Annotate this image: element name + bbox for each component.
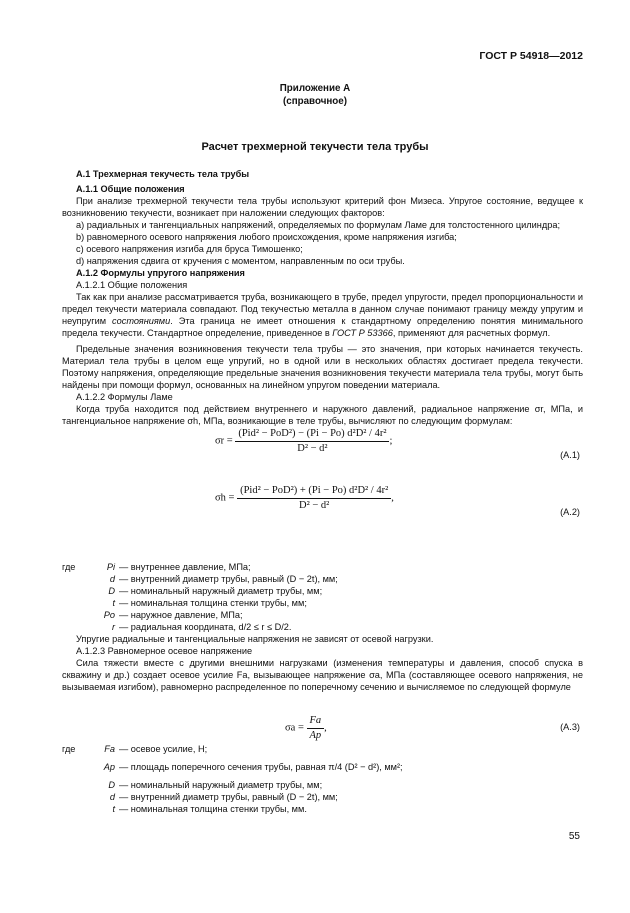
section-a11-heading: А.1.1 Общие положения: [76, 184, 185, 194]
section-a1-heading: А.1 Трехмерная текучесть тела трубы: [76, 169, 250, 179]
definitions-list-1: [62, 561, 583, 633]
definition-row: Po — наружное давление, МПа;: [103, 610, 243, 620]
eq3-number: (А.3): [560, 722, 580, 732]
eq1-lhs: σr =: [215, 435, 233, 447]
definition-row: где Pi — внутреннее давление, МПа;: [62, 562, 251, 572]
eq1-numerator: (Pid² − PoD²) − (Pi − Po) d²D² / 4r²: [235, 428, 389, 442]
definition-row: d — внутренний диаметр трубы, равный (D − 2t), мм;: [109, 574, 338, 584]
eq3-numerator: Fa: [307, 715, 325, 729]
standard-header: ГОСТ Р 54918—2012: [479, 50, 583, 62]
section-a122-heading: А.1.2.2 Формулы Ламе: [76, 392, 173, 402]
paragraph-5: Упругие радиальные и тангенциальные напряжения не зависят от осевой нагрузки.: [76, 634, 434, 644]
page-number: 55: [568, 831, 580, 842]
paragraph-2: [62, 291, 583, 339]
paragraph-1: При анализе трехмерной текучести тела трубы используют критерий фон Мизеса. Упругое состояние, ведущее к возникновению текучести, возникает при наложении следующих факторов:: [62, 196, 583, 218]
eq2-denominator: D² − d²: [299, 500, 330, 511]
section-a123-block: [62, 633, 583, 693]
paragraph-3: Предельные значения возникновения текучести тела трубы — это значения, при которых начинается текучесть. Материал тела трубы в целом еще упругий, но в одной или в нескольких областях достигает предела текучести. Поэтому напряжения, определяющие предельные значения возникновения текучести материала тела трубы, могут быть найдены при помощи формул, основанных на линейном упругом поведении материала.: [62, 344, 583, 390]
list-item-c: c) осевого напряжения изгиба для бруса Тимошенко;: [76, 244, 303, 254]
list-item-d: d) напряжения сдвига от кручения с моментом, направленным по оси трубы.: [76, 256, 405, 266]
paragraph-2-b: . Эта граница не имеет отношения к стандартному определению понятия минимального предела текучести. Стандартное определение, приведенное в: [62, 316, 583, 338]
eq1-denominator: D² − d²: [297, 443, 328, 454]
standard-reference-link: ГОСТ Р 53366: [332, 328, 393, 338]
definition-row: D — номинальный наружный диаметр трубы, мм;: [108, 780, 323, 790]
eq3-fraction: [307, 715, 325, 742]
eq1-tail: ;: [389, 435, 393, 447]
definitions-list-2: [62, 743, 583, 815]
equation-a3: [285, 715, 327, 742]
appendix-heading: [0, 82, 630, 108]
definition-row: r — радиальная координата, d/2 ≤ r ≤ D/2.: [111, 622, 292, 632]
eq2-number: (А.2): [560, 507, 580, 517]
list-item-a: a) радиальных и тангенциальных напряжений, определяемых по формулам Ламе для толстостенного цилиндра;: [76, 220, 560, 230]
appendix-label: Приложение А: [279, 83, 351, 94]
section-a121-heading: А.1.2.1 Общие положения: [76, 280, 188, 290]
definition-row: где Fa — осевое усилие, Н;: [62, 744, 208, 754]
eq1-fraction: [235, 428, 389, 455]
definition-row: Ap — площадь поперечного сечения трубы, равная π/4 (D² − d²), мм²;: [103, 762, 403, 772]
equation-a1: [215, 428, 455, 455]
paragraph-2-emphasis: состояниями: [112, 316, 171, 326]
eq3-denominator: Ap: [309, 730, 322, 741]
appendix-type: (справочное): [283, 96, 347, 107]
paragraph-6: Сила тяжести вместе с другими внешними нагрузками (изменения температуры и давления, способ спуска в скважину и др.) создает осевое усилие Fa, вызывающее напряжение σa, МПа (составляющее осевого напряжения, не вызываемая изгибом), равномерно распределенное по поперечному сечению и вычисляемое по следующей формуле: [62, 658, 583, 692]
paragraph-2-a: Так как при анализе рассматривается труба, возникающего в трубе, предел упругости, предел пропорциональности и предел текучести материала совпадают. Под текучестью металла в данном случае понимают границу между упругим и неупругим: [62, 292, 583, 326]
eq2-lhs: σh =: [215, 492, 235, 504]
eq3-tail: ,: [324, 722, 327, 734]
paragraph-4: Когда труба находится под действием внутреннего и наружного давлений, радиальное напряжение σr, МПа, и тангенциальное напряжение σh, МПа, возникающие в теле трубы, вычисляют по следующим формулам:: [62, 404, 583, 426]
eq2-tail: ,: [391, 492, 394, 504]
eq3-lhs: σa =: [285, 722, 304, 734]
definition-row: d — внутренний диаметр трубы, равный (D − 2t), мм;: [109, 792, 338, 802]
section-a123-heading: А.1.2.3 Равномерное осевое напряжение: [76, 646, 253, 656]
section-a1-block: [62, 168, 583, 427]
equation-a2: [215, 485, 455, 512]
list-item-b: b) равномерного осевого напряжения любого происхождения, кроме напряжения изгиба;: [76, 232, 457, 242]
eq2-fraction: [237, 485, 391, 512]
definition-row: D — номинальный наружный диаметр трубы, мм;: [108, 586, 323, 596]
section-a12-heading: А.1.2 Формулы упругого напряжения: [76, 268, 245, 278]
definition-row: t — номинальная толщина стенки трубы, мм.: [112, 804, 307, 814]
eq1-number: (А.1): [560, 450, 580, 460]
definition-row: t — номинальная толщина стенки трубы, мм;: [112, 598, 307, 608]
paragraph-2-c: , применяют для расчетных формул.: [392, 328, 551, 338]
appendix-title: Расчет трехмерной текучести тела трубы: [201, 141, 429, 153]
eq2-numerator: (Pid² − PoD²) + (Pi − Po) d²D² / 4r²: [237, 485, 391, 499]
